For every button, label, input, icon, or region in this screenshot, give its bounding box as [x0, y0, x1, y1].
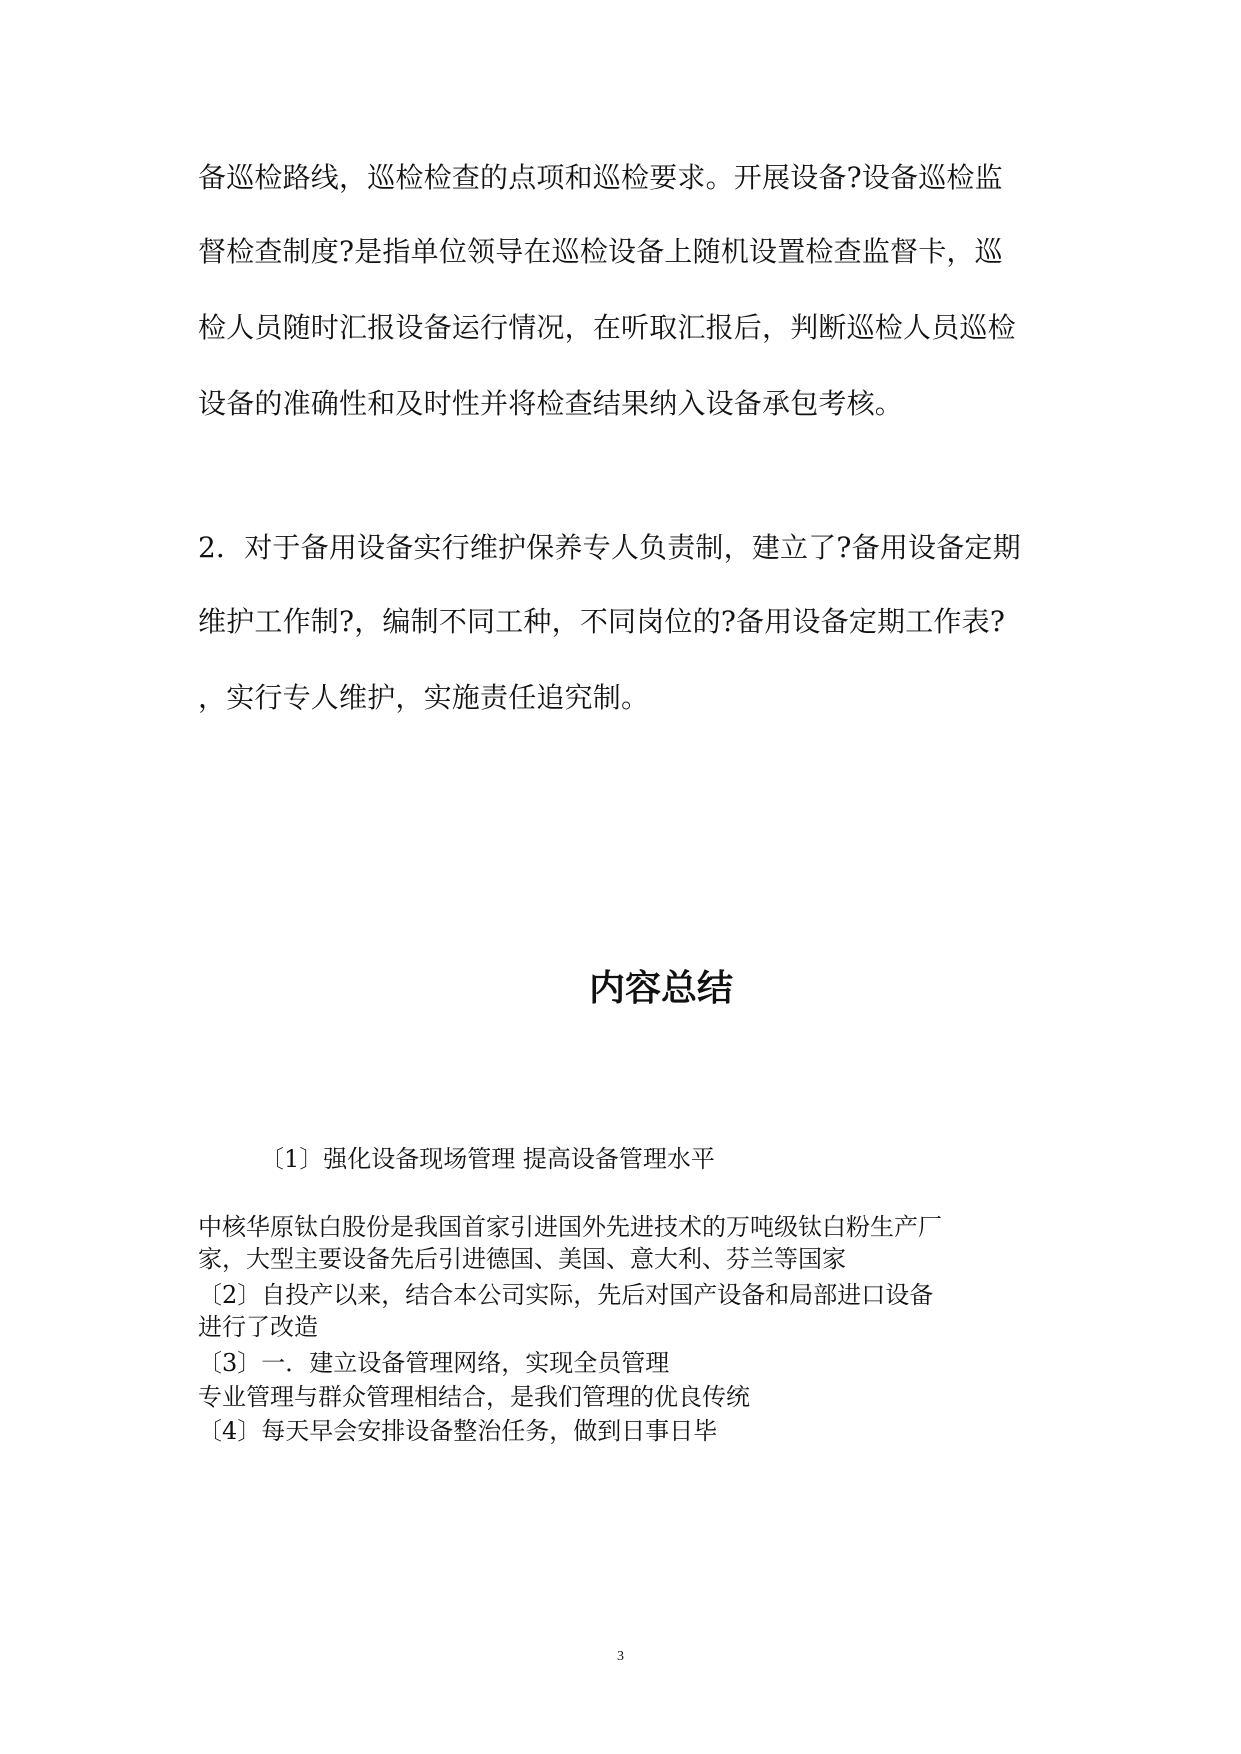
summary-line-4: 〔2〕自投产以来，结合本公司实际，先后对国产设备和局部进口设备 [198, 1281, 934, 1309]
page-number: 3 [617, 1649, 624, 1664]
summary-heading: 内容总结 [588, 968, 733, 1009]
summary-line-7: 专业管理与群众管理相结合，是我们管理的优良传统 [198, 1383, 750, 1411]
summary-line-3: 家，大型主要设备先后引进德国、美国、意大利、芬兰等国家 [198, 1245, 846, 1273]
paragraph-2-line-3: ，实行专人维护，实施责任追究制。 [198, 681, 650, 714]
paragraph-1-line-2: 督检查制度?是指单位领导在巡检设备上随机设置检查监督卡，巡 [198, 235, 1003, 268]
paragraph-2-line-2: 维护工作制?，编制不同工种，不同岗位的?备用设备定期工作表? [198, 605, 1006, 638]
paragraph-1-line-1: 备巡检路线，巡检检查的点项和巡检要求。开展设备?设备巡检监 [198, 161, 1003, 194]
summary-line-6: 〔3〕一．建立设备管理网络，实现全员管理 [198, 1349, 670, 1377]
summary-line-8: 〔4〕每天早会安排设备整治任务，做到日事日毕 [198, 1417, 718, 1445]
summary-line-2: 中核华原钛白股份是我国首家引进国外先进技术的万吨级钛白粉生产厂 [198, 1213, 942, 1241]
paragraph-1-line-3: 检人员随时汇报设备运行情况，在听取汇报后，判断巡检人员巡检 [198, 311, 1016, 344]
summary-line-1: 〔1〕强化设备现场管理 提高设备管理水平 [260, 1145, 715, 1173]
paragraph-2-line-1: 2．对于备用设备实行维护保养专人负责制，建立了?备用设备定期 [198, 531, 1021, 564]
summary-line-5: 进行了改造 [198, 1313, 318, 1341]
paragraph-1-line-4: 设备的准确性和及时性并将检查结果纳入设备承包考核。 [198, 387, 904, 420]
